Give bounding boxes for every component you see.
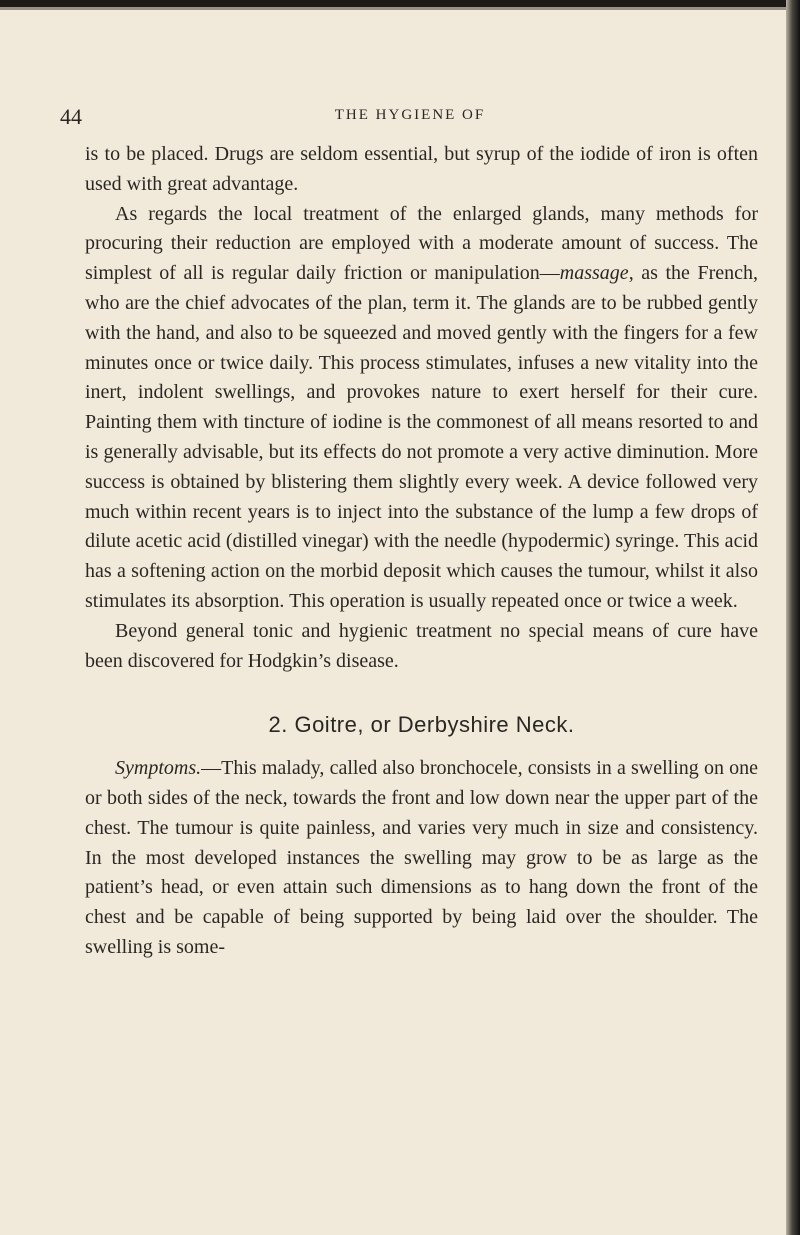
top-rule-shadow (0, 7, 792, 10)
paragraph-2-start: As regards the local treatment of the enlarged glands, many methods for procuring their reduction are employed with a moderate amount of success. The simplest of all is regular daily friction or manipulation— (85, 202, 758, 285)
running-head (60, 104, 760, 134)
paragraph-2-rest: , as the French, who are the chief advocates of the plan, term it. The glands are to be rubbed gently with the hand, and also to be squeezed and moved gently with the fingers for a few minutes once or twice daily. This process stimulates, infuses a new vitality into the inert, indolent swellings, and provokes nature to exert herself for their cure. Painting them with tincture of iodine is the commonest of all means resorted to and is generally advisable, but its effects do not promote a very active diminution. More success is obtained by blistering them slightly every week. A device followed very much within recent years is to inject into the substance of the lump a few drops of dilute acetic acid (distilled vinegar) with the needle (hypodermic) syringe. This acid has a softening action on the morbid deposit which causes the tumour, whilst it also stimulates its absorption. This operation is usually repeated once or twice a week. (85, 262, 758, 612)
paragraph-1: is to be placed. Drugs are seldom essential, but syrup of the iodide of iron is often used with great advantage. (85, 143, 758, 195)
massage-term: massage (559, 262, 629, 285)
running-title: THE HYGIENE OF (334, 107, 486, 123)
section-heading: 2. Goitre, or Derbyshire Neck. (268, 712, 575, 738)
body-text (85, 140, 758, 963)
page-edge-shadow (786, 0, 800, 1235)
symptoms-paragraph (85, 754, 758, 963)
symptoms-label: Symptoms. (115, 757, 202, 780)
page-number: 44 (60, 104, 82, 129)
paragraph-2 (85, 200, 758, 617)
top-rule (0, 0, 792, 7)
symptoms-text: —This malady, called also bronchocele, consists in a swelling on one or both sides of the neck, towards the front and low down near the upper part of the chest. The tumour is quite painless, and varies very much in size and consistency. In the most developed instances the swelling may grow to be as large as the patient’s head, or even attain such dimensions as to hang down the front of the chest and be capable of being supported by being laid over the shoulder. The swelling is some- (85, 757, 758, 958)
paragraph-3: Beyond general tonic and hygienic treatment no special means of cure have been discovered for Hodgkin’s disease. (85, 619, 758, 672)
